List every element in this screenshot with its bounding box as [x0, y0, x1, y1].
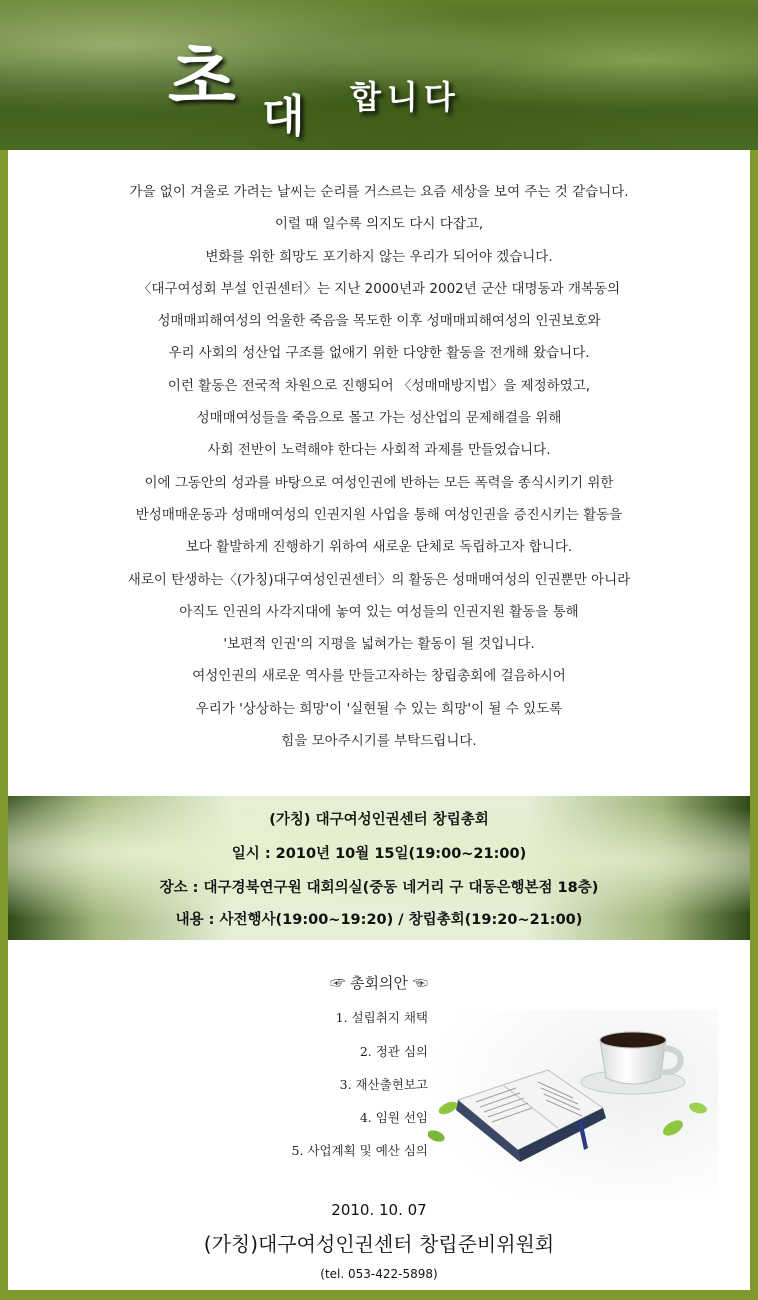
- letter-line: 〈대구여성회 부설 인권센터〉는 지난 2000년과 2002년 군산 대명동과 개복동의: [137, 280, 621, 297]
- invitation-title: [0, 0, 758, 150]
- letter-line: 사회 전반이 노력해야 한다는 사회적 과제를 만들었습니다.: [207, 442, 551, 459]
- agenda-item: 2. 정관 심의: [359, 1044, 428, 1059]
- letter-line: 여성인권의 새로운 역사를 만들고자하는 창립총회에 걸음하시어: [192, 668, 566, 685]
- letter-line: 변화를 위한 희망도 포기하지 않는 우리가 되어야 겠습니다.: [205, 248, 553, 265]
- organization-name: (가칭)대구여성인권센터 창립준비위원회: [203, 1232, 555, 1256]
- letter-line: 우리 사회의 성산업 구조를 없애기 위한 다양한 활동을 전개해 왔습니다.: [168, 345, 590, 362]
- letter-line: 성매매여성들을 죽음으로 몰고 가는 성산업의 문제해결을 위해: [196, 410, 562, 427]
- agenda-item: 3. 재산출현보고: [339, 1077, 428, 1092]
- issue-date: 2010. 10. 07: [331, 1201, 427, 1219]
- letter-line: 성매매피해여성의 억울한 죽음을 목도한 이후 성매매피해여성의 인권보호와: [157, 313, 601, 330]
- event-datetime: 일시 : 2010년 10월 15일(19:00~21:00): [231, 846, 527, 862]
- event-info-band: [8, 796, 750, 940]
- agenda-item: 4. 임원 선임: [359, 1110, 428, 1125]
- telephone: (tel. 053-422-5898): [320, 1267, 438, 1281]
- invitation-letter: [8, 176, 750, 757]
- coffee-book-illustration: [428, 1010, 718, 1200]
- letter-line: '보편적 인권'의 지평을 넓혀가는 활동이 될 것입니다.: [223, 636, 535, 653]
- agenda-item: 1. 설립취지 채택: [335, 1010, 428, 1025]
- title-char-1: 초: [168, 36, 236, 119]
- letter-line: 이에 그동안의 성과를 바탕으로 여성인권에 반하는 모든 폭력을 종식시키기 위한: [144, 474, 614, 491]
- agenda-item: 5. 사업계획 및 예산 심의: [291, 1143, 428, 1158]
- letter-line: 힘을 모아주시기를 부탁드립니다.: [281, 733, 477, 750]
- agenda-title: ☞ 총회의안 ☜: [330, 974, 428, 992]
- event-place: 장소 : 대구경북연구원 대회의실(중동 네거리 구 대동은행본점 18층): [159, 880, 599, 896]
- title-char-2: 대: [262, 91, 305, 142]
- letter-line: 아직도 인권의 사각지대에 놓여 있는 여성들의 인권지원 활동을 통해: [179, 603, 579, 620]
- letter-line: 우리가 '상상하는 희망'이 '실현될 수 있는 희망'이 될 수 있도록: [195, 700, 563, 717]
- letter-line: 보다 활발하게 진행하기 위하여 새로운 단체로 독립하고자 합니다.: [185, 539, 573, 556]
- letter-line: 이럴 때 일수록 의지도 다시 다잡고,: [274, 216, 484, 233]
- letter-line: 새로이 탄생하는〈(가칭)대구여성인권센터〉의 활동은 성매매여성의 인권뿐만 아니라: [127, 571, 631, 588]
- event-name: (가칭) 대구여성인권센터 창립총회: [269, 812, 489, 828]
- header-banner: [0, 0, 758, 150]
- title-rest: 합니다: [350, 78, 461, 116]
- letter-line: 반성매매운동과 성매매여성의 인권지원 사업을 통해 여성인권을 증진시키는 활동을: [135, 506, 623, 523]
- event-content: 내용 : 사전행사(19:00~19:20) / 창립총회(19:20~21:00): [175, 912, 583, 928]
- content-panel: [8, 150, 750, 1290]
- letter-line: 가을 없이 겨울로 가려는 날씨는 순리를 거스르는 요즘 세상을 보여 주는 것 같습니다.: [129, 184, 629, 200]
- letter-line: 이런 활동은 전국적 차원으로 진행되어 〈성매매방지법〉을 제정하였고,: [167, 377, 591, 394]
